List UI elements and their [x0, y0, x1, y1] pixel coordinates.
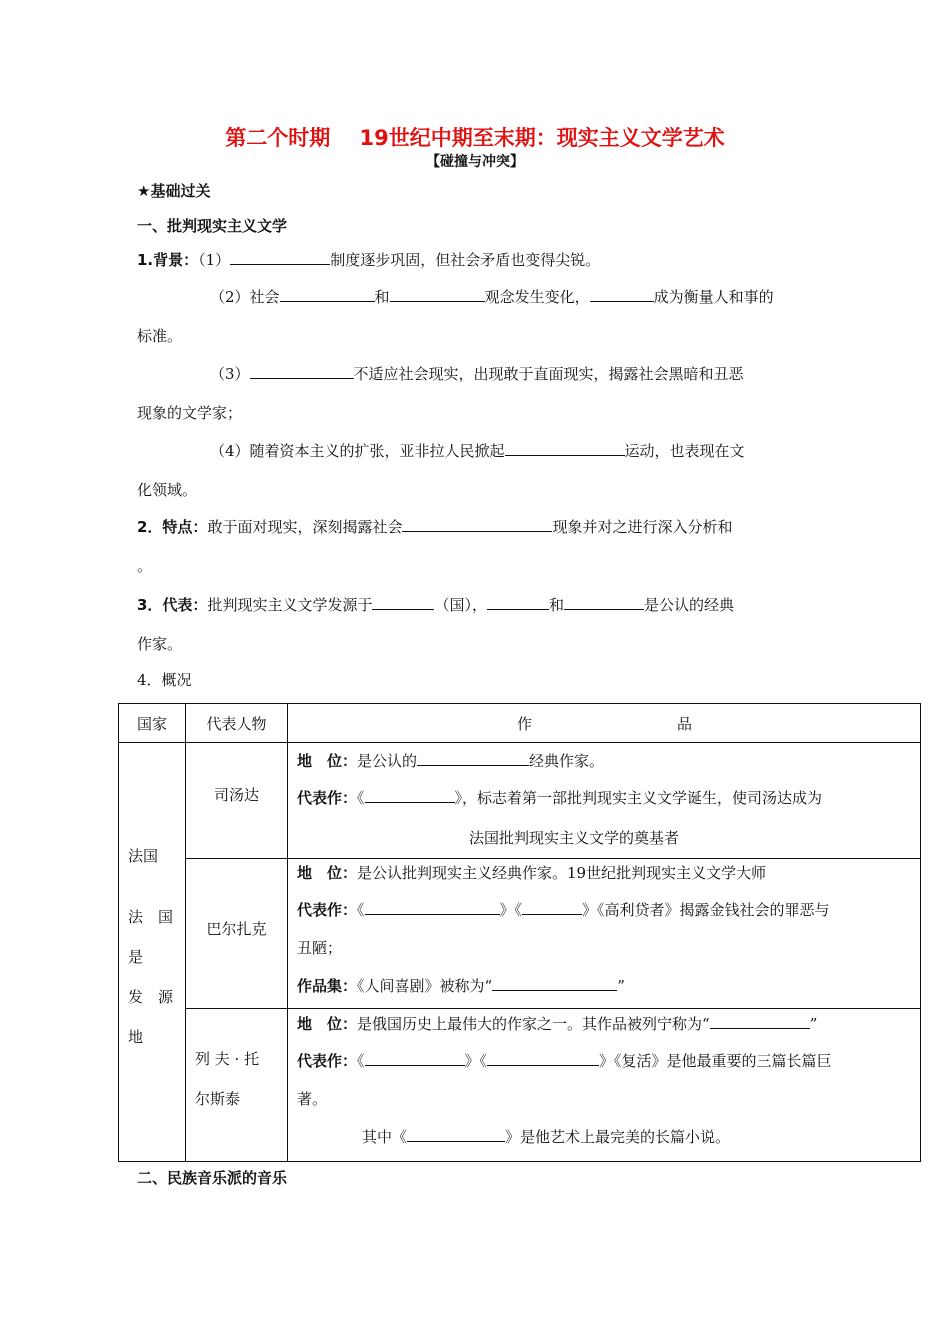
header-works-a: 作 — [517, 715, 533, 733]
q1-p3-pre: （3） — [210, 365, 250, 383]
country-name: 法国 — [128, 847, 159, 865]
answer-blank[interactable] — [365, 1050, 465, 1066]
works-tolstoy — [288, 1009, 921, 1162]
answer-blank[interactable] — [487, 1050, 599, 1066]
answer-blank[interactable] — [250, 363, 354, 379]
header-person: 代表人物 — [186, 704, 288, 743]
q1-p2-pre: （2）社会 — [210, 288, 280, 306]
stendhal-works — [297, 787, 920, 808]
balzac-col-post: ” — [617, 977, 625, 995]
stendhal-rep-label: 代表作： — [297, 789, 358, 807]
tolstoy-best-pre: 其中《 — [362, 1128, 408, 1146]
table-header-row — [119, 704, 921, 743]
tolstoy-name-1: 列 夫 · 托 — [195, 1050, 260, 1068]
tolstoy-works — [297, 1050, 920, 1071]
stendhal-rep-open: 《 — [357, 789, 365, 807]
stendhal-pos-label: 地 位： — [297, 752, 358, 770]
tolstoy-position — [297, 1013, 920, 1034]
tolstoy-rep-close: 》《复活》是他最重要的三篇长篇巨 — [599, 1052, 832, 1070]
balzac-rep-open: 《 — [357, 901, 365, 919]
page-title: 第二个时期 19世纪中期至末期：现实主义文学艺术 — [225, 126, 725, 150]
balzac-works — [297, 899, 920, 920]
table-row-balzac — [119, 859, 921, 1009]
balzac-collection — [297, 975, 920, 996]
q1-p4-post: 运动，也表现在文 — [624, 442, 745, 460]
answer-blank[interactable] — [280, 286, 375, 302]
q4-label: 4．概况 — [137, 671, 192, 689]
q1-label: 1.背景： — [137, 251, 199, 269]
tolstoy-pos-label: 地 位： — [297, 1015, 358, 1033]
answer-blank[interactable] — [407, 1126, 505, 1142]
q3-pre: 批判现实主义文学发源于 — [207, 596, 373, 614]
answer-blank[interactable] — [372, 594, 434, 610]
q1-line-4 — [210, 363, 744, 384]
answer-blank[interactable] — [402, 516, 552, 532]
q1-p1-post: 制度逐步巩固，但社会矛盾也变得尖锐。 — [330, 251, 601, 269]
q3-line-1 — [137, 594, 734, 615]
country-note-2: 是 — [128, 948, 144, 966]
tolstoy-rep-mid: 》《 — [464, 1052, 488, 1070]
q1-p2-mid1: 和 — [374, 288, 390, 306]
q3-mid1: （国）， — [434, 596, 487, 614]
tolstoy-rep-open: 《 — [357, 1052, 365, 1070]
basics-heading: ★基础过关 — [137, 182, 211, 200]
q3-line-2: 作家。 — [137, 635, 183, 653]
q3-mid2: 和 — [548, 596, 564, 614]
tolstoy-pos-post: ” — [809, 1015, 818, 1033]
person-balzac — [186, 859, 288, 1009]
tolstoy-pos-pre: 是俄国历史上最伟大的作家之一。其作品被列宁称为“ — [357, 1015, 710, 1033]
answer-blank[interactable] — [487, 594, 549, 610]
stendhal-pos-post: 经典作家。 — [529, 752, 605, 770]
answer-blank[interactable] — [492, 975, 617, 991]
header-works — [288, 704, 921, 743]
answer-blank[interactable] — [230, 249, 330, 265]
answer-blank[interactable] — [390, 286, 485, 302]
page-subtitle: 【碰撞与冲突】 — [426, 154, 524, 170]
q3-post: 是公认的经典 — [643, 596, 734, 614]
q1-p1-pre: （1） — [198, 251, 231, 269]
q2-line-1 — [137, 516, 732, 537]
q1-line-2 — [210, 286, 774, 307]
stendhal-pos-pre: 是公认的 — [357, 752, 418, 770]
balzac-rep-label: 代表作： — [297, 901, 358, 919]
q2-label: 2．特点： — [137, 518, 208, 536]
balzac-pos-label: 地 位： — [297, 864, 358, 882]
header-works-b: 品 — [677, 715, 693, 733]
answer-blank[interactable] — [590, 286, 654, 302]
person-stendhal — [186, 743, 288, 859]
works-stendhal — [288, 743, 921, 859]
balzac-name: 巴尔扎克 — [206, 920, 267, 938]
section-1-heading: 一、批判现实主义文学 — [137, 217, 288, 235]
tolstoy-name-2: 尔斯泰 — [195, 1090, 241, 1108]
q1-line-7: 化领域。 — [137, 481, 198, 499]
q1-line-1 — [137, 249, 600, 270]
answer-blank[interactable] — [564, 594, 644, 610]
balzac-rep-mid: 》《 — [499, 901, 523, 919]
q1-p2-post: 成为衡量人和事的 — [653, 288, 774, 306]
answer-blank[interactable] — [522, 899, 582, 915]
q1-p4-pre: （4）随着资本主义的扩张，亚非拉人民掀起 — [210, 442, 505, 460]
stendhal-works-cont: 法国批判现实主义文学的奠基者 — [469, 829, 680, 847]
balzac-pos-text: 是公认批判现实主义经典作家。19世纪批判现实主义文学大师 — [357, 864, 767, 882]
answer-blank[interactable] — [365, 899, 500, 915]
country-cell — [119, 743, 186, 1162]
country-note-3: 发 源 — [128, 988, 174, 1006]
answer-blank[interactable] — [417, 750, 529, 766]
table-row-tolstoy — [119, 1009, 921, 1162]
answer-blank[interactable] — [710, 1013, 810, 1029]
balzac-works-cont: 丑陋； — [297, 939, 343, 957]
stendhal-rep-close: 》，标志着第一部批判现实主义文学诞生，使司汤达成为 — [454, 789, 823, 807]
tolstoy-works-cont: 著。 — [297, 1090, 328, 1108]
tolstoy-best — [297, 1126, 920, 1147]
tolstoy-rep-label: 代表作： — [297, 1052, 358, 1070]
works-balzac — [288, 859, 921, 1009]
stendhal-name: 司汤达 — [213, 786, 259, 804]
q1-line-6 — [210, 440, 745, 461]
tolstoy-best-post: 》是他艺术上最完美的长篇小说。 — [505, 1128, 731, 1146]
stendhal-position — [297, 750, 920, 771]
q2-pre: 敢于面对现实，深刻揭露社会 — [207, 518, 403, 536]
section-2-heading: 二、民族音乐派的音乐 — [137, 1169, 288, 1187]
q2-line-2: 。 — [137, 557, 153, 575]
q1-line-5: 现象的文学家； — [137, 404, 243, 422]
balzac-col-label: 作品集： — [297, 977, 358, 995]
header-country: 国家 — [119, 704, 186, 743]
country-note-1: 法 国 — [128, 908, 174, 926]
country-note-4: 地 — [128, 1028, 144, 1046]
table-row-stendhal — [119, 743, 921, 859]
q1-line-3: 标准。 — [137, 327, 183, 345]
q1-p2-mid2: 观念发生变化， — [484, 288, 590, 306]
balzac-rep-close: 》《高利贷者》揭露金钱社会的罪恶与 — [582, 901, 830, 919]
person-tolstoy — [186, 1009, 288, 1162]
answer-blank[interactable] — [365, 787, 455, 803]
balzac-col-pre: 《人间喜剧》被称为“ — [357, 977, 493, 995]
q2-post: 现象并对之进行深入分析和 — [552, 518, 733, 536]
answer-blank[interactable] — [505, 440, 625, 456]
overview-table — [118, 703, 921, 1162]
balzac-position — [297, 863, 920, 883]
q3-label: 3．代表： — [137, 596, 208, 614]
q1-p3-post: 不适应社会现实，出现敢于直面现实，揭露社会黑暗和丑恶 — [353, 365, 744, 383]
